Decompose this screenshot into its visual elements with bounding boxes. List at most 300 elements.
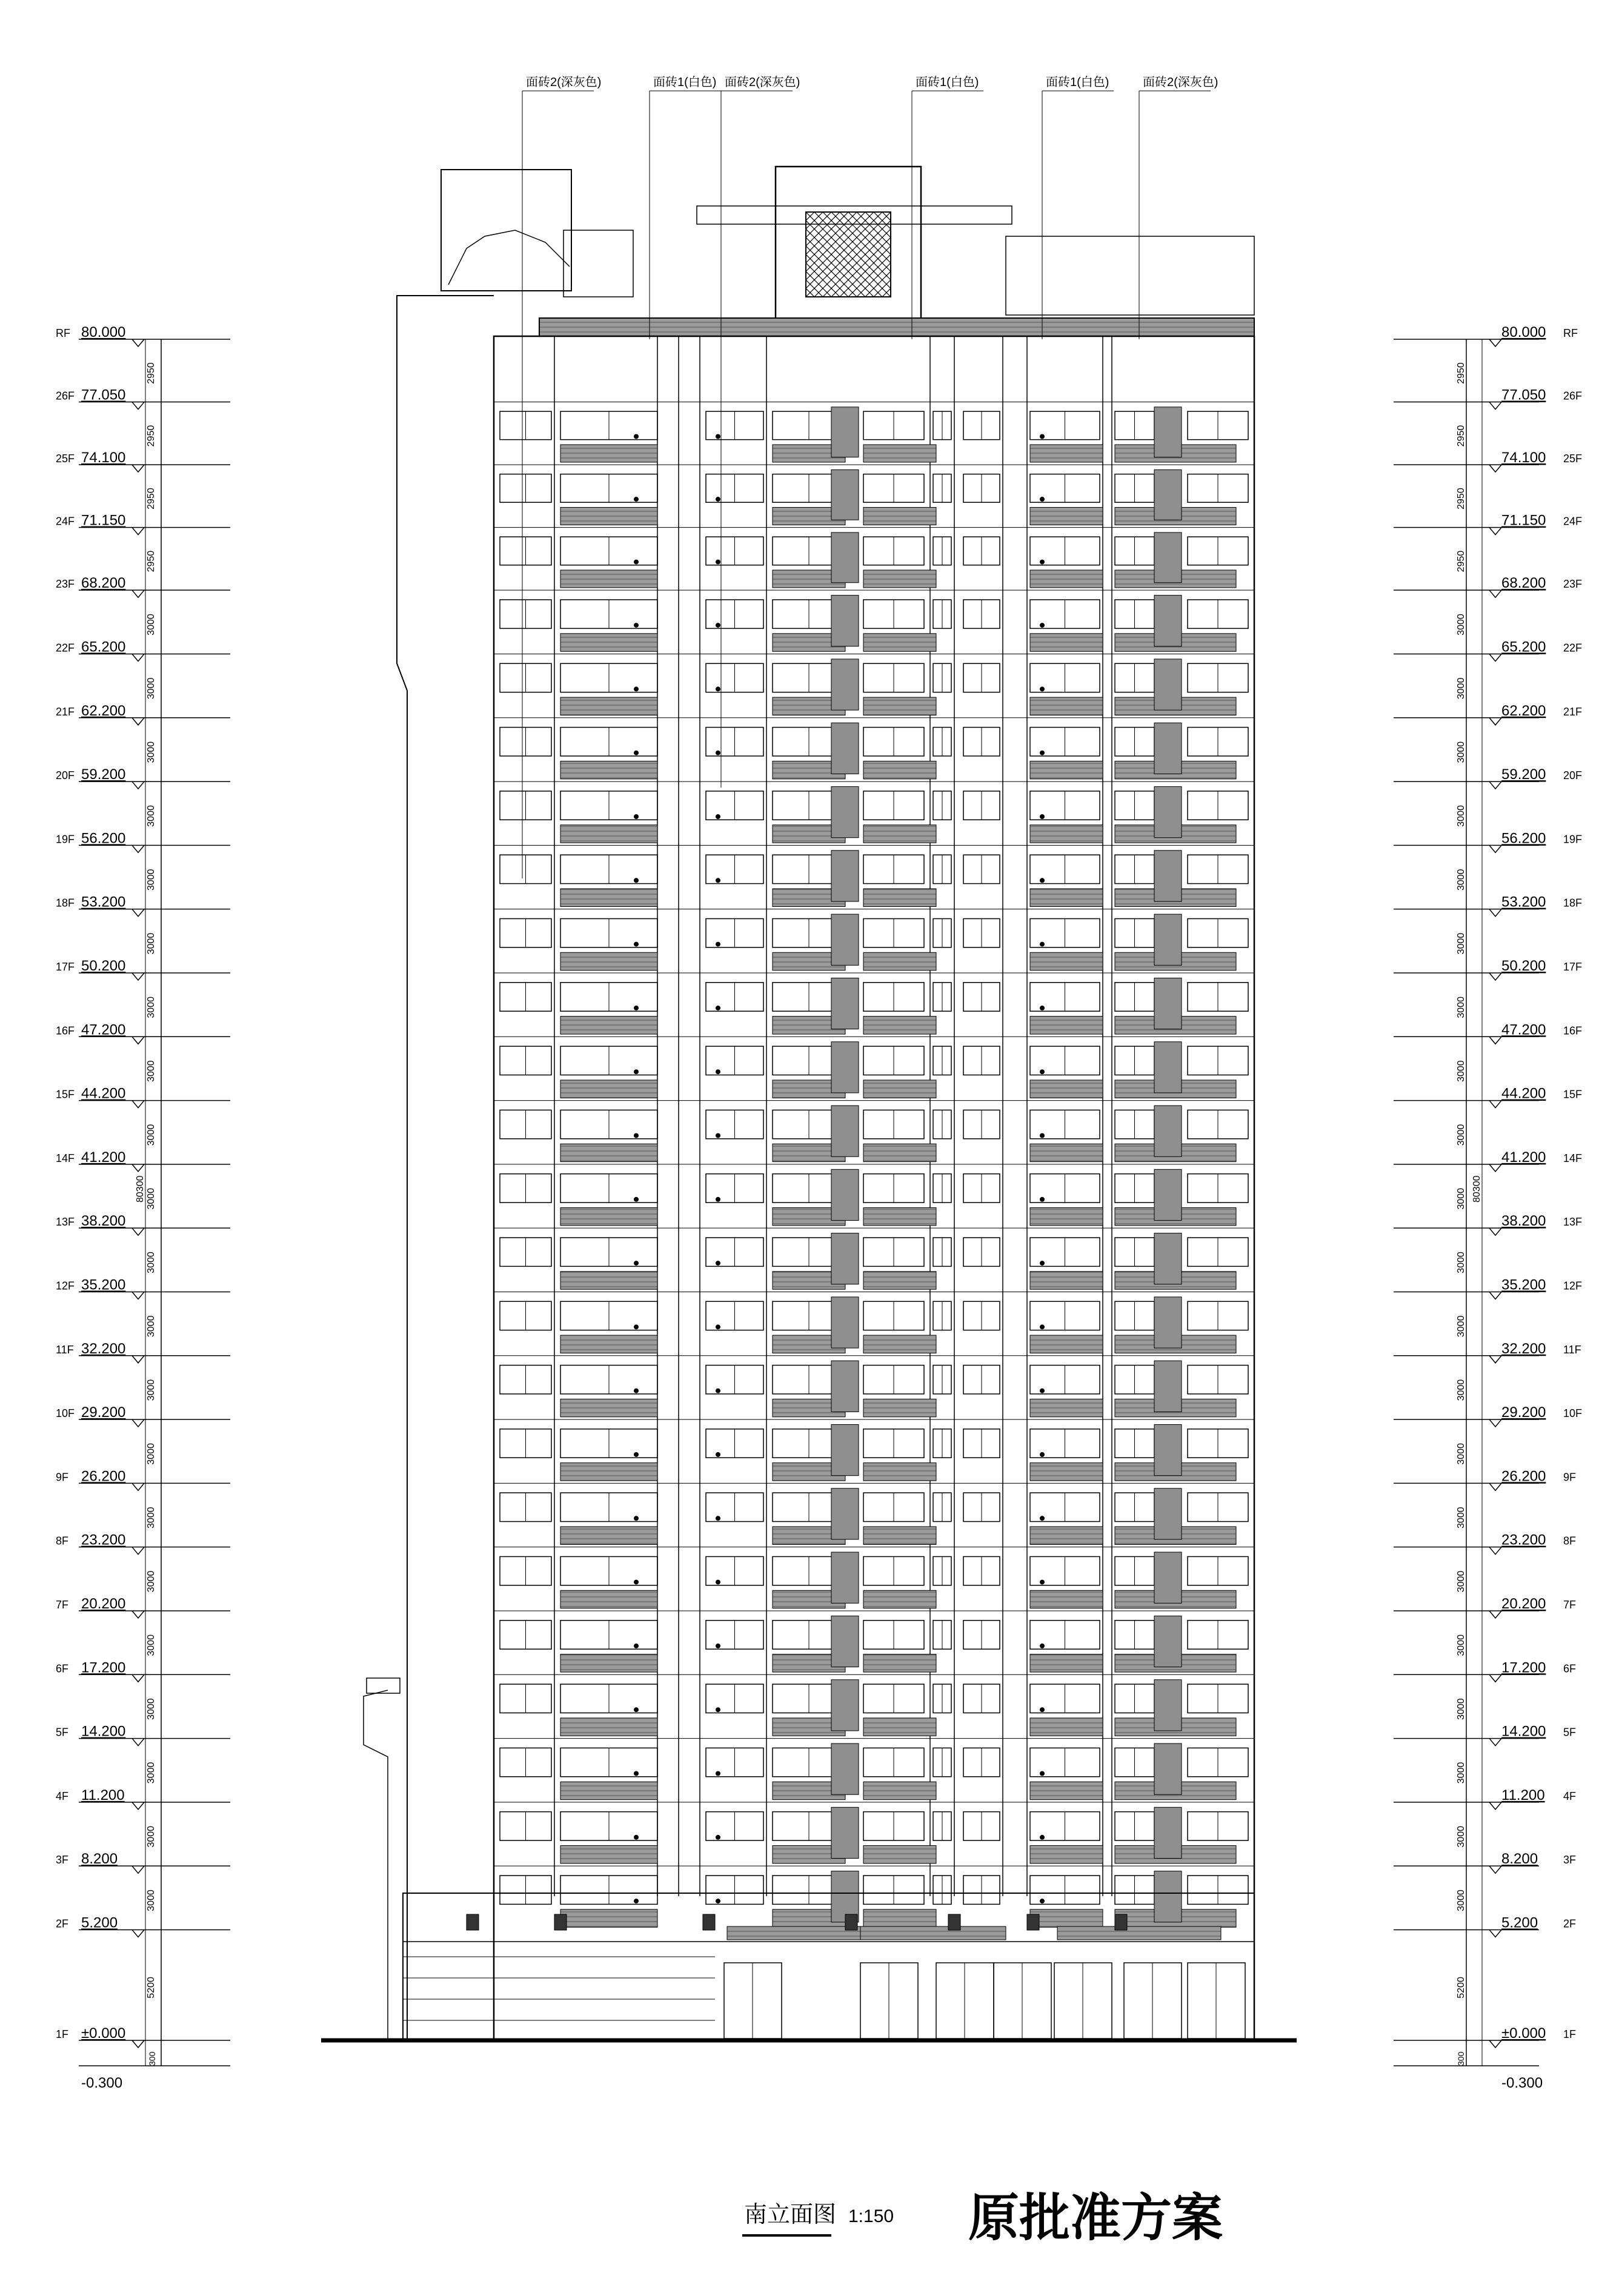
level-elevation-label: 65.200 (1501, 639, 1546, 655)
level-elevation-label: 11.200 (1501, 1787, 1545, 1803)
level-elevation-label: 56.200 (81, 830, 126, 847)
level-elevation-label: 5.200 (81, 1914, 118, 1931)
level-floor-label: 10F (56, 1407, 75, 1420)
downpipe-bracket (716, 1006, 720, 1010)
dark-facade-panel (1154, 1233, 1182, 1284)
material-leaders (522, 75, 1218, 878)
level-elevation-label: ±0.000 (1501, 2025, 1546, 2042)
podium-vent (845, 1914, 857, 1930)
level-dimension: 3000 (1456, 1890, 1466, 1911)
level-marker (132, 909, 144, 917)
podium-vent (1027, 1914, 1039, 1930)
dark-facade-panel (1154, 1425, 1182, 1476)
level-dimension: 3000 (1456, 614, 1466, 635)
level-floor-label: 19F (56, 833, 75, 846)
level-elevation-label: 14.200 (81, 1723, 126, 1740)
balcony-railing (1030, 1590, 1103, 1608)
level-elevation-label: 20.200 (1501, 1595, 1546, 1612)
dark-facade-panel (831, 851, 859, 901)
level-floor-label: 5F (56, 1726, 69, 1739)
level-floor-label: 25F (1563, 453, 1583, 465)
level-floor-label: 14F (56, 1152, 75, 1164)
downpipe-bracket (1040, 814, 1045, 819)
level-dimension: 2950 (1456, 362, 1466, 384)
balcony-railing (863, 1909, 936, 1927)
level-elevation-label: 41.200 (1501, 1149, 1546, 1166)
level-dimension: 2950 (1456, 550, 1466, 572)
downpipe-bracket (716, 1324, 720, 1329)
level-marker (132, 590, 144, 597)
downpipe-bracket (716, 1069, 720, 1074)
level-floor-label: 23F (56, 578, 75, 591)
level-elevation-label: 62.200 (81, 702, 126, 719)
balcony-railing (863, 761, 936, 778)
level-floor-label: 20F (56, 769, 75, 782)
level-dimension: 3000 (146, 1634, 156, 1656)
balcony-railing (863, 1335, 936, 1353)
downpipe-bracket (716, 1389, 720, 1393)
downpipe-bracket (716, 751, 720, 755)
level-floor-label: 21F (56, 705, 75, 718)
level-elevation-label: 47.200 (1501, 1021, 1546, 1038)
level-marker (1489, 1929, 1501, 1937)
level-marker (1489, 1739, 1501, 1746)
level-marker (1489, 781, 1501, 789)
downpipe-bracket (634, 1006, 639, 1010)
level-floor-label: 1F (56, 2028, 69, 2040)
level-elevation-label: 38.200 (81, 1213, 126, 1230)
downpipe-bracket (716, 1261, 720, 1266)
level-floor-label: 15F (1563, 1088, 1583, 1101)
balcony-railing (1030, 1144, 1103, 1161)
dark-facade-panel (1154, 1807, 1182, 1858)
balcony-railing (560, 1017, 657, 1034)
dark-facade-panel (831, 596, 859, 646)
balcony-railing (1030, 1463, 1103, 1481)
dark-facade-panel (1154, 1552, 1182, 1603)
balcony-railing (560, 1845, 657, 1863)
level-elevation-label: 32.200 (81, 1340, 126, 1357)
level-floor-label: 7F (1563, 1598, 1577, 1611)
level-floor-label: 1F (1563, 2028, 1577, 2040)
balcony-railing (1030, 1527, 1103, 1544)
level-floor-label: 16F (56, 1024, 75, 1037)
level-floor-label: 10F (1563, 1407, 1583, 1420)
base-elevation-label: -0.300 (1501, 2075, 1543, 2091)
level-elevation-label: 23.200 (81, 1531, 126, 1548)
level-floor-label: 15F (56, 1088, 75, 1101)
level-elevation-label: 8.200 (1501, 1851, 1538, 1868)
level-marker (132, 402, 144, 410)
level-dimension: 3000 (146, 997, 156, 1018)
level-elevation-label: 29.200 (81, 1404, 126, 1421)
balcony-railing (560, 1335, 657, 1353)
level-dimension: 3000 (146, 677, 156, 700)
balcony-railing (1030, 952, 1103, 970)
level-marker (132, 718, 144, 725)
level-floor-label: 6F (56, 1662, 69, 1675)
level-floor-label: 2F (56, 1917, 69, 1930)
downpipe-bracket (716, 1899, 720, 1903)
level-marker (1489, 1802, 1501, 1810)
level-elevation-label: 68.200 (81, 575, 126, 592)
level-elevation-label: 71.150 (1501, 512, 1546, 529)
downpipe-bracket (634, 1644, 639, 1648)
downpipe-bracket (634, 814, 639, 819)
level-elevation-label: 5.200 (1501, 1914, 1538, 1931)
level-marker (1489, 1037, 1501, 1044)
downpipe-bracket (716, 878, 720, 883)
balcony-railing (863, 1590, 936, 1608)
level-dimension: 3000 (146, 614, 156, 635)
dark-facade-panel (1154, 1361, 1182, 1412)
balcony-railing (560, 761, 657, 778)
downpipe-bracket (716, 1580, 720, 1585)
level-elevation-label: 20.200 (81, 1595, 126, 1612)
level-floor-label: 3F (56, 1854, 69, 1866)
level-marker (132, 1739, 144, 1746)
balcony-railing (1030, 1272, 1103, 1289)
dark-facade-panel (831, 1807, 859, 1858)
level-marker (1489, 1674, 1501, 1682)
level-dimension: 3000 (1456, 1507, 1466, 1529)
downpipe-bracket (1040, 560, 1045, 565)
balcony-railing (863, 952, 936, 970)
downpipe-bracket (716, 1197, 720, 1202)
level-floor-label: 26F (56, 390, 75, 402)
downpipe-bracket (1040, 1580, 1045, 1585)
level-marker (1489, 1611, 1501, 1618)
level-floor-label: RF (56, 327, 70, 339)
level-elevation-label: 8.200 (81, 1851, 118, 1868)
downpipe-bracket (634, 1261, 639, 1266)
level-elevation-label: 80.000 (1501, 324, 1546, 340)
level-elevation-label: 74.100 (81, 450, 126, 466)
level-floor-label: 24F (1563, 515, 1583, 528)
level-elevation-label: ±0.000 (81, 2025, 126, 2042)
level-marker (1489, 339, 1501, 347)
balcony-railing (863, 825, 936, 843)
downpipe-bracket (634, 751, 639, 755)
balcony-railing (560, 889, 657, 906)
level-elevation-label: 65.200 (81, 639, 126, 655)
dark-facade-panel (1154, 914, 1182, 965)
level-elevation-label: 29.200 (1501, 1404, 1546, 1421)
downpipe-bracket (1040, 686, 1045, 691)
level-elevation-label: 59.200 (1501, 766, 1546, 783)
downpipe-bracket (1040, 1324, 1045, 1329)
total-height-label: 80300 (1472, 1175, 1482, 1203)
shop-canopy (860, 1926, 1006, 1940)
balcony-railing (1030, 445, 1103, 462)
downpipe-bracket (1040, 434, 1045, 439)
level-dimension: 3000 (146, 1443, 156, 1465)
dark-facade-panel (831, 469, 859, 520)
level-marker (132, 1802, 144, 1810)
level-dimension: 3000 (1456, 805, 1466, 827)
level-floor-label: 4F (56, 1790, 69, 1802)
downpipe-bracket (634, 1452, 639, 1457)
level-dimension: 3000 (1456, 932, 1466, 955)
shop-canopy (1057, 1926, 1221, 1940)
right-elevation-scale (1394, 324, 1582, 2091)
level-marker (1489, 973, 1501, 980)
dark-facade-panel (831, 1297, 859, 1348)
side-annex-outline (364, 1690, 388, 2040)
level-marker (1489, 1866, 1501, 1873)
level-dimension: 3000 (146, 1762, 156, 1784)
downpipe-bracket (634, 942, 639, 947)
dark-facade-panel (1154, 1169, 1182, 1220)
dark-facade-panel (831, 1680, 859, 1731)
level-dimension: 3000 (146, 1825, 156, 1848)
roof-tower-annex (563, 230, 633, 297)
level-dimension: 3000 (1456, 1379, 1466, 1401)
balcony-railing (1030, 1782, 1103, 1799)
balcony-railing (560, 508, 657, 525)
downpipe-bracket (634, 686, 639, 691)
level-dimension: 3000 (146, 1379, 156, 1401)
downpipe-bracket (716, 1835, 720, 1840)
dark-facade-panel (831, 1488, 859, 1539)
level-elevation-label: 50.200 (81, 957, 126, 974)
level-dimension: 3000 (146, 741, 156, 763)
balcony-railing (560, 952, 657, 970)
level-marker (132, 1164, 144, 1172)
level-elevation-label: 44.200 (1501, 1085, 1546, 1102)
base-dimension: 300 (147, 2051, 157, 2066)
level-elevation-label: 59.200 (81, 766, 126, 783)
balcony-railing (560, 1463, 657, 1481)
downpipe-bracket (634, 1197, 639, 1202)
balcony-railing (1030, 1207, 1103, 1225)
balcony-railing (560, 1207, 657, 1225)
dark-facade-panel (831, 533, 859, 583)
level-marker (132, 1547, 144, 1554)
dark-facade-panel (1154, 1488, 1182, 1539)
dark-facade-panel (831, 1425, 859, 1476)
level-dimension: 3000 (146, 1890, 156, 1911)
material-label: 面砖1(白色) (1046, 76, 1109, 89)
downpipe-bracket (634, 1069, 639, 1074)
balcony-railing (560, 1527, 657, 1544)
podium-vent (554, 1914, 567, 1930)
downpipe-bracket (634, 560, 639, 565)
level-floor-label: 9F (1563, 1471, 1577, 1484)
balcony-railing (863, 1080, 936, 1098)
balcony-railing (863, 508, 936, 525)
level-dimension: 3000 (1456, 1443, 1466, 1465)
dark-facade-panel (831, 723, 859, 774)
dark-facade-panel (1154, 1106, 1182, 1156)
level-dimension: 3000 (146, 805, 156, 827)
level-dimension: 2950 (1456, 488, 1466, 509)
balcony-railing (560, 1718, 657, 1736)
level-elevation-label: 41.200 (81, 1149, 126, 1166)
downpipe-bracket (634, 1707, 639, 1712)
level-elevation-label: 14.200 (1501, 1723, 1546, 1740)
level-marker (1489, 1228, 1501, 1235)
downpipe-bracket (634, 1324, 639, 1329)
balcony-railing (560, 1399, 657, 1416)
parapet-band (539, 318, 1254, 336)
level-elevation-label: 56.200 (1501, 830, 1546, 847)
level-marker (1489, 590, 1501, 597)
material-label: 面砖2(深灰色) (725, 76, 800, 89)
balcony-railing (560, 1272, 657, 1289)
level-marker (132, 1674, 144, 1682)
downpipe-bracket (1040, 1389, 1045, 1393)
level-marker (132, 339, 144, 347)
downpipe-bracket (1040, 1133, 1045, 1138)
level-elevation-label: 44.200 (81, 1085, 126, 1102)
level-dimension: 3000 (1456, 997, 1466, 1018)
level-floor-label: 26F (1563, 390, 1583, 402)
roof-right-frame (1006, 236, 1254, 315)
downpipe-bracket (634, 1899, 639, 1903)
level-elevation-label: 77.050 (81, 387, 126, 403)
roof-tower-gable (448, 230, 570, 285)
downpipe-bracket (1040, 751, 1045, 755)
level-dimension: 3000 (1456, 1634, 1466, 1656)
level-elevation-label: 32.200 (1501, 1340, 1546, 1357)
dark-facade-panel (1154, 1297, 1182, 1348)
level-marker (1489, 1419, 1501, 1427)
downpipe-bracket (1040, 942, 1045, 947)
dark-facade-panel (1154, 1744, 1182, 1794)
balcony-railing (560, 1909, 657, 1927)
level-marker (132, 1101, 144, 1108)
level-dimension: 3000 (1456, 1698, 1466, 1720)
downpipe-bracket (716, 1707, 720, 1712)
left-elevation-scale (56, 324, 230, 2091)
level-marker (132, 1611, 144, 1618)
downpipe-bracket (634, 623, 639, 628)
level-marker (132, 845, 144, 852)
downpipe-bracket (634, 1516, 639, 1521)
balcony-railing (1030, 889, 1103, 906)
dark-facade-panel (1154, 469, 1182, 520)
level-floor-label: 17F (1563, 960, 1583, 973)
level-dimension: 3000 (1456, 1124, 1466, 1146)
level-elevation-label: 62.200 (1501, 702, 1546, 719)
downpipe-bracket (1040, 1644, 1045, 1648)
downpipe-bracket (634, 878, 639, 883)
level-elevation-label: 53.200 (81, 894, 126, 911)
balcony-railing (1030, 1654, 1103, 1672)
level-marker (132, 654, 144, 661)
level-dimension: 3000 (146, 869, 156, 891)
base-dimension: 300 (1456, 2051, 1466, 2066)
level-marker (1489, 1292, 1501, 1299)
downpipe-bracket (1040, 1771, 1045, 1776)
level-marker (1489, 654, 1501, 661)
level-marker (132, 1356, 144, 1363)
level-marker (132, 528, 144, 535)
level-floor-label: 22F (1563, 642, 1583, 654)
balcony-railing (560, 1654, 657, 1672)
level-dimension: 2950 (146, 362, 156, 384)
level-dimension: 3000 (146, 932, 156, 955)
downpipe-bracket (716, 497, 720, 502)
balcony-railing (863, 1654, 936, 1672)
dark-facade-panel (831, 978, 859, 1029)
balcony-railing (1030, 1718, 1103, 1736)
level-elevation-label: 74.100 (1501, 450, 1546, 466)
level-marker (1489, 718, 1501, 725)
level-elevation-label: 17.200 (1501, 1659, 1546, 1676)
balcony-railing (863, 634, 936, 651)
downpipe-bracket (1040, 497, 1045, 502)
level-elevation-label: 68.200 (1501, 575, 1546, 592)
balcony-railing (1030, 570, 1103, 588)
level-marker (1489, 1356, 1501, 1363)
podium-vent (703, 1914, 715, 1930)
level-marker (132, 1483, 144, 1490)
level-floor-label: 11F (1563, 1343, 1581, 1356)
balcony-railing (560, 634, 657, 651)
level-floor-label: 21F (1563, 705, 1583, 718)
level-floor-label: 12F (56, 1279, 75, 1292)
downpipe-bracket (1040, 1707, 1045, 1712)
balcony-railing (560, 1144, 657, 1161)
level-floor-label: 13F (1563, 1216, 1583, 1229)
dark-facade-panel (831, 914, 859, 965)
downpipe-bracket (716, 434, 720, 439)
level-floor-label: 11F (56, 1343, 74, 1356)
dark-facade-panel (831, 1361, 859, 1412)
downpipe-bracket (1040, 1899, 1045, 1903)
level-floor-label: RF (1563, 327, 1578, 339)
balcony-railing (1030, 1399, 1103, 1416)
downpipe-bracket (634, 1580, 639, 1585)
level-elevation-label: 35.200 (1501, 1276, 1546, 1293)
balcony-railing (560, 445, 657, 462)
level-elevation-label: 35.200 (81, 1276, 126, 1293)
level-floor-label: 9F (56, 1471, 69, 1484)
balcony-railing (863, 1399, 936, 1416)
balcony-railing (1030, 1845, 1103, 1863)
level-elevation-label: 80.000 (81, 324, 126, 340)
level-elevation-label: 26.200 (1501, 1468, 1546, 1485)
level-elevation-label: 23.200 (1501, 1531, 1546, 1548)
dark-facade-panel (831, 1744, 859, 1794)
level-marker (132, 973, 144, 980)
downpipe-bracket (1040, 1835, 1045, 1840)
downpipe-bracket (634, 1389, 639, 1393)
balcony-railing (863, 1463, 936, 1481)
podium-vent (948, 1914, 960, 1930)
balcony-railing (863, 1718, 936, 1736)
level-floor-label: 20F (1563, 769, 1583, 782)
balcony-railing (1030, 634, 1103, 651)
level-floor-label: 22F (56, 642, 75, 654)
downpipe-bracket (716, 942, 720, 947)
dark-facade-panel (1154, 1616, 1182, 1667)
level-floor-label: 3F (1563, 1854, 1577, 1866)
level-dimension: 3000 (146, 1507, 156, 1529)
dark-facade-panel (1154, 407, 1182, 457)
dark-facade-panel (1154, 596, 1182, 646)
level-dimension: 3000 (146, 1124, 156, 1146)
level-marker (1489, 1483, 1501, 1490)
level-elevation-label: 53.200 (1501, 894, 1546, 911)
level-dimension: 3000 (146, 1187, 156, 1210)
level-floor-label: 23F (1563, 578, 1583, 591)
dark-facade-panel (831, 787, 859, 838)
balcony-railing (1030, 1080, 1103, 1098)
total-height-label: 80300 (135, 1175, 145, 1203)
